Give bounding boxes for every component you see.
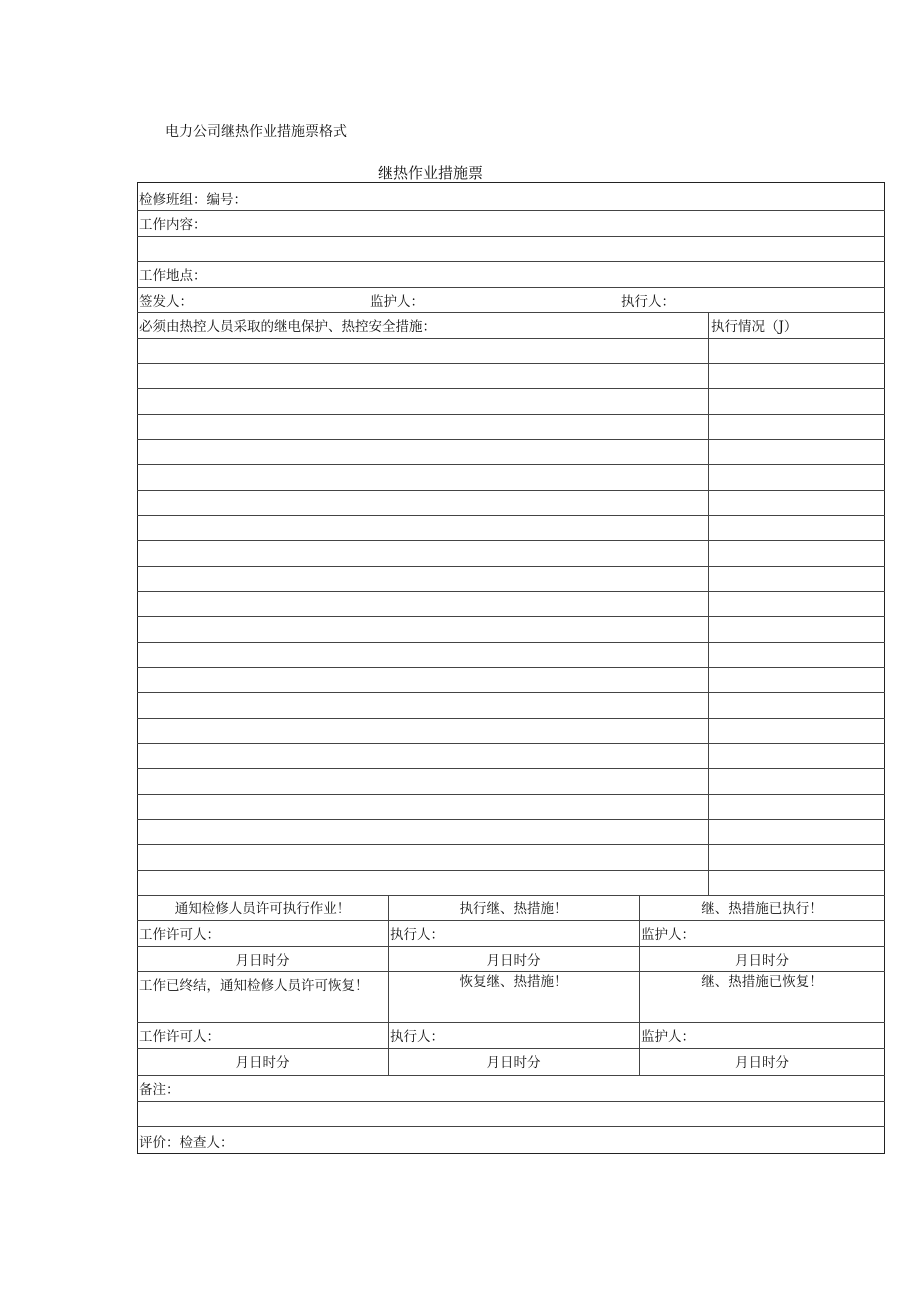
restore-measures-label: 恢复继、热措施！ — [459, 974, 568, 990]
notify-permit-label: 通知检修人员许可执行作业！ — [174, 901, 351, 917]
datetime-field[interactable]: 月日时分 — [735, 1055, 789, 1071]
measure-row-line — [137, 363, 885, 364]
measures-restored-label: 继、热措施已恢复！ — [701, 974, 823, 990]
measure-row-line — [137, 540, 885, 541]
guardian-field[interactable]: 监护人： — [641, 1029, 695, 1045]
measure-row-line — [137, 870, 885, 871]
row-divider — [137, 971, 885, 972]
measures-header: 必须由热控人员采取的继电保护、热控安全措施： — [139, 319, 436, 335]
measure-row-line — [137, 490, 885, 491]
row-divider — [137, 338, 885, 339]
row-divider — [137, 261, 885, 262]
measure-row-line — [137, 667, 885, 668]
measure-row-line — [137, 768, 885, 769]
work-permitter-field[interactable]: 工作许可人： — [139, 927, 220, 943]
row-divider — [137, 920, 885, 921]
measure-row-line — [137, 591, 885, 592]
remarks-field[interactable]: 备注： — [139, 1082, 180, 1098]
row-divider — [137, 236, 885, 237]
measure-row-line — [137, 844, 885, 845]
guardian-field[interactable]: 监护人： — [370, 294, 424, 310]
datetime-field[interactable]: 月日时分 — [235, 953, 290, 969]
row-divider — [137, 1126, 885, 1127]
status-column-divider — [708, 312, 709, 895]
measure-row-line — [137, 692, 885, 693]
executor-field[interactable]: 执行人： — [621, 294, 675, 310]
executor-field[interactable]: 执行人： — [390, 927, 444, 943]
work-content-field[interactable]: 工作内容： — [139, 217, 207, 233]
measures-executed-label: 继、热措施已执行！ — [701, 901, 823, 917]
datetime-field[interactable]: 月日时分 — [486, 1055, 541, 1071]
measure-row-line — [137, 819, 885, 820]
datetime-field[interactable]: 月日时分 — [235, 1055, 290, 1071]
row-divider — [137, 287, 885, 288]
row-divider — [137, 1048, 885, 1049]
row-divider — [137, 1101, 885, 1102]
measure-row-line — [137, 794, 885, 795]
work-location-field[interactable]: 工作地点： — [139, 268, 207, 284]
datetime-field[interactable]: 月日时分 — [735, 953, 789, 969]
row-divider — [137, 1075, 885, 1076]
executor-field[interactable]: 执行人： — [390, 1029, 444, 1045]
form-title: 继热作业措施票 — [378, 164, 484, 182]
datetime-field[interactable]: 月日时分 — [486, 953, 541, 969]
work-permitter-field[interactable]: 工作许可人： — [139, 1029, 220, 1045]
guardian-field[interactable]: 监护人： — [641, 927, 695, 943]
row-divider — [137, 312, 885, 313]
evaluation-field[interactable]: 评价：检查人： — [139, 1135, 234, 1151]
measure-row-line — [137, 388, 885, 389]
row-divider — [137, 210, 885, 211]
measure-row-line — [137, 414, 885, 415]
row-divider — [137, 946, 885, 947]
measure-row-line — [137, 566, 885, 567]
execution-status-header: 执行情况（J） — [711, 319, 798, 335]
measure-row-line — [137, 743, 885, 744]
team-and-number-field[interactable]: 检修班组：编号： — [139, 192, 247, 208]
measure-row-line — [137, 439, 885, 440]
issuer-field[interactable]: 签发人： — [139, 294, 193, 310]
execute-measures-label: 执行继、热措施！ — [459, 901, 568, 917]
measure-row-line — [137, 515, 885, 516]
work-ended-notify-label: 工作已终结，通知检修人员许可恢复！ — [139, 978, 369, 994]
measure-row-line — [137, 616, 885, 617]
measure-row-line — [137, 464, 885, 465]
row-divider — [137, 1022, 885, 1023]
measure-row-line — [137, 642, 885, 643]
measure-row-line — [137, 895, 885, 896]
measure-row-line — [137, 718, 885, 719]
document-heading: 电力公司继热作业措施票格式 — [165, 124, 347, 140]
